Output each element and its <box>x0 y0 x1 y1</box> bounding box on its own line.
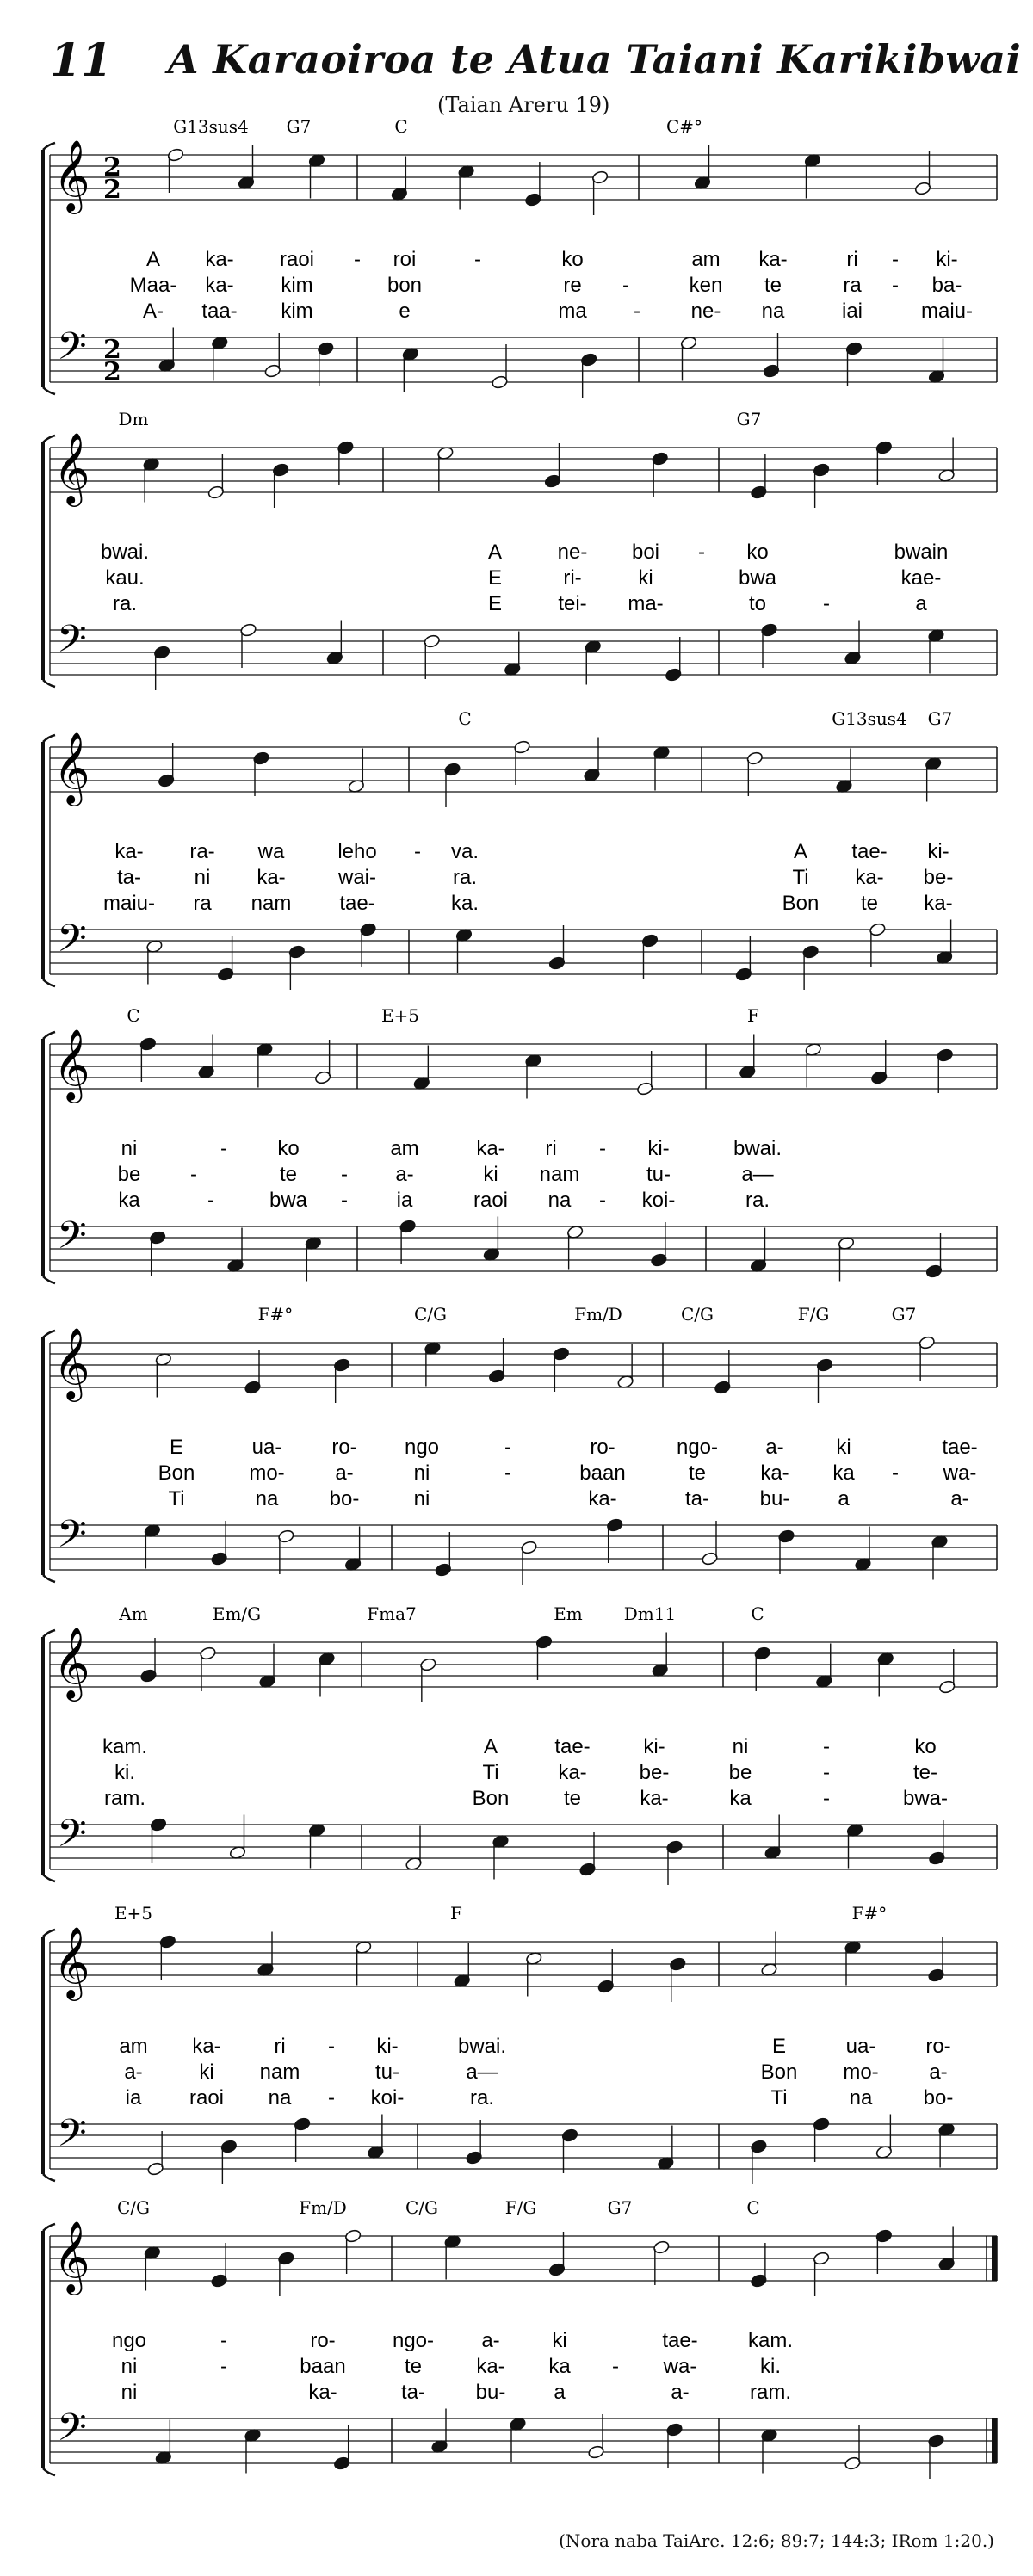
lyric-syllable: bo- <box>329 1487 360 1510</box>
lyric-syllable: boi <box>631 541 660 564</box>
lyric-syllable: kam. <box>747 2329 794 2352</box>
lyric-syllable: koi- <box>641 1189 676 1212</box>
lyric-syllable: na <box>761 300 785 323</box>
system-4 <box>43 1005 997 1283</box>
lyric-syllable: nam <box>539 1163 580 1186</box>
lyric-syllable: re <box>563 274 582 297</box>
lyric-syllable: tae- <box>662 2329 698 2352</box>
lyric-syllable: bwai. <box>457 2035 507 2058</box>
lyric-syllable: - <box>892 274 899 297</box>
lyric-syllable: ra. <box>452 866 478 889</box>
chord-symbol: Dm <box>118 409 149 429</box>
lyric-syllable: ia <box>396 1189 413 1212</box>
lyric-syllable: A <box>793 840 808 863</box>
lyric-syllable: am <box>390 1137 419 1160</box>
lyric-syllable: ngo- <box>676 1436 719 1459</box>
lyric-syllable: ne- <box>557 541 588 564</box>
bass-clef-icon: 𝄢 <box>57 916 87 970</box>
lyric-syllable: ri- <box>563 566 582 590</box>
lyric-syllable: ni <box>413 1487 430 1510</box>
lyric-syllable: bwai. <box>733 1137 782 1160</box>
lyric-syllable: na <box>547 1189 572 1212</box>
hymn-subtitle: (Taian Areru 19) <box>437 93 610 117</box>
lyric-syllable: ka- <box>257 866 286 889</box>
chord-symbol: C <box>458 708 472 729</box>
chord-symbol: C <box>127 1005 140 1026</box>
lyric-syllable: ka- <box>308 2381 337 2404</box>
lyric-syllable: a <box>915 592 927 615</box>
system-1 <box>43 116 997 398</box>
lyric-syllable: mo- <box>843 2060 879 2084</box>
lyric-syllable: a- <box>335 1461 354 1485</box>
lyric-syllable: te- <box>912 1761 938 1784</box>
lyric-syllable: te <box>563 1787 582 1810</box>
lyric-syllable: ram. <box>750 2381 791 2404</box>
chord-symbol: F/G <box>797 1304 830 1325</box>
lyric-syllable: ka- <box>758 248 788 271</box>
lyric-syllable: ri <box>846 248 858 271</box>
lyric-syllable: bu- <box>475 2381 506 2404</box>
lyric-syllable: be- <box>923 866 954 889</box>
lyric-syllable: be- <box>639 1761 670 1784</box>
lyric-syllable: ki <box>638 566 653 590</box>
lyric-syllable: - <box>341 1163 348 1186</box>
lyric-syllable: tae- <box>554 1735 591 1758</box>
lyric-syllable: ka- <box>205 248 234 271</box>
lyric-syllable: ni <box>121 2381 138 2404</box>
lyric-syllable: ma- <box>628 592 664 615</box>
chord-symbol: C <box>394 116 408 137</box>
lyric-syllable: Bon <box>158 1461 195 1485</box>
lyric-syllable: ra. <box>112 592 138 615</box>
bracket-bottom-hook <box>43 1575 55 1582</box>
lyric-syllable: ra <box>193 892 212 915</box>
treble-clef-icon: 𝄞 <box>53 2220 90 2292</box>
lyric-syllable: - <box>504 1461 511 1485</box>
lyric-syllable: ka- <box>114 840 144 863</box>
hymn-number: 11 <box>50 34 113 87</box>
chord-symbol: Em <box>554 1603 583 1624</box>
lyric-syllable: bwa <box>738 566 777 590</box>
time-signature-numerator: 2 <box>103 152 121 182</box>
chord-symbol: G7 <box>891 1304 917 1325</box>
lyric-syllable: nam <box>251 892 292 915</box>
lyric-syllable: ko <box>561 248 584 271</box>
lyric-syllable: tae- <box>851 840 888 863</box>
lyric-syllable: ri <box>274 2035 286 2058</box>
lyric-syllable: ngo <box>111 2329 147 2352</box>
lyric-syllable: - <box>823 592 830 615</box>
lyric-syllable: ka- <box>476 1137 505 1160</box>
lyric-syllable: a- <box>481 2329 500 2352</box>
system-3 <box>43 708 997 990</box>
lyric-syllable: ne- <box>690 300 721 323</box>
lyric-syllable: baan <box>579 1461 626 1485</box>
chord-symbol: G7 <box>607 2197 633 2218</box>
lyric-syllable: te <box>860 892 879 915</box>
lyric-syllable: iai <box>841 300 863 323</box>
lyric-syllable: - <box>328 2035 335 2058</box>
lyric-syllable: ngo <box>404 1436 440 1459</box>
lyric-syllable: E <box>169 1436 184 1459</box>
lyric-syllable: Ti <box>482 1761 499 1784</box>
lyric-syllable: - <box>220 2329 227 2352</box>
lyric-syllable: - <box>414 840 421 863</box>
lyric-syllable: ki <box>483 1163 498 1186</box>
lyric-syllable: ra. <box>469 2086 495 2110</box>
bass-clef-icon: 𝄢 <box>57 2405 87 2459</box>
lyric-syllable: Bon <box>472 1787 510 1810</box>
chord-symbol: C/G <box>680 1304 714 1325</box>
lyric-syllable: ma <box>558 300 587 323</box>
lyric-syllable: bon <box>387 274 423 297</box>
time-signature-numerator: 2 <box>103 335 121 365</box>
lyric-syllable: te <box>279 1163 298 1186</box>
lyric-syllable: wa <box>257 840 285 863</box>
lyric-syllable: ta- <box>400 2381 426 2404</box>
lyric-syllable: - <box>892 1461 899 1485</box>
chord-symbol: Em/G <box>212 1603 262 1624</box>
lyric-syllable: maiu- <box>102 892 156 915</box>
lyric-syllable: am <box>119 2035 148 2058</box>
lyric-syllable: - <box>622 274 629 297</box>
lyric-syllable: a- <box>765 1436 784 1459</box>
lyric-syllable: na <box>255 1487 279 1510</box>
lyric-syllable: mo- <box>249 1461 285 1485</box>
lyric-syllable: ka <box>548 2355 571 2378</box>
lyric-syllable: na <box>268 2086 292 2110</box>
lyric-syllable: ka <box>832 1461 855 1485</box>
lyric-syllable: ki- <box>936 248 958 271</box>
lyric-syllable: baan <box>300 2355 346 2378</box>
lyric-syllable: ta- <box>684 1487 710 1510</box>
lyric-syllable: maiu- <box>920 300 974 323</box>
chord-symbol: Am <box>119 1603 148 1624</box>
lyric-syllable: a <box>554 2381 566 2404</box>
lyric-syllable: A- <box>143 300 164 323</box>
chord-symbol: F <box>450 1903 462 1924</box>
lyric-syllable: ua- <box>251 1436 282 1459</box>
treble-clef-icon: 𝄞 <box>53 1925 90 1998</box>
treble-clef-icon: 𝄞 <box>53 1028 90 1100</box>
bracket-bottom-hook <box>43 387 55 394</box>
chord-symbol: G13sus4 <box>173 116 249 137</box>
chord-symbol: C#° <box>665 116 703 137</box>
lyric-syllable: ki- <box>376 2035 399 2058</box>
lyric-syllable: E <box>771 2035 787 2058</box>
lyric-syllable: roi <box>393 248 417 271</box>
lyric-syllable: Ti <box>770 2086 788 2110</box>
lyric-syllable: ka- <box>855 866 884 889</box>
chord-symbol: Fm/D <box>574 1304 622 1325</box>
lyric-syllable: tae- <box>339 892 375 915</box>
lyric-syllable: ni <box>194 866 211 889</box>
lyric-syllable: va. <box>450 840 479 863</box>
lyric-syllable: ba- <box>931 274 962 297</box>
chord-symbol: F/G <box>504 2197 537 2218</box>
lyric-syllable: ka- <box>924 892 953 915</box>
lyric-syllable: - <box>341 1189 348 1212</box>
lyric-syllable: - <box>207 1189 214 1212</box>
lyric-syllable: to <box>748 592 767 615</box>
lyric-syllable: ram. <box>104 1787 145 1810</box>
lyric-syllable: kau. <box>105 566 145 590</box>
lyric-syllable: ro- <box>590 1436 615 1459</box>
lyric-syllable: ni <box>732 1735 749 1758</box>
lyric-syllable: ka <box>729 1787 752 1810</box>
lyric-syllable: raoi <box>189 2086 225 2110</box>
chord-symbol: G7 <box>927 708 953 729</box>
chord-symbol: Dm11 <box>623 1603 677 1624</box>
lyric-syllable: ki <box>836 1436 851 1459</box>
lyric-syllable: - <box>612 2355 619 2378</box>
lyric-syllable: be <box>728 1761 752 1784</box>
lyric-syllable: ka- <box>205 274 234 297</box>
lyric-syllable: na <box>849 2086 873 2110</box>
bracket-bottom-hook <box>43 2468 55 2475</box>
time-signature-denominator: 2 <box>103 175 121 205</box>
lyric-syllable: - <box>504 1436 511 1459</box>
lyric-syllable: ko <box>277 1137 300 1160</box>
lyric-syllable: leho <box>337 840 377 863</box>
lyric-syllable: - <box>190 1163 197 1186</box>
lyric-syllable: ta- <box>116 866 142 889</box>
chord-symbol: C <box>746 2197 760 2218</box>
bracket-bottom-hook <box>43 1875 55 1881</box>
lyric-syllable: bwa <box>269 1189 308 1212</box>
chord-symbol: G7 <box>286 116 312 137</box>
lyric-syllable: ka- <box>476 2355 505 2378</box>
lyric-syllable: ki <box>552 2329 567 2352</box>
lyric-syllable: ka. <box>450 892 479 915</box>
lyric-syllable: - <box>823 1787 830 1810</box>
lyric-syllable: E <box>487 592 503 615</box>
lyric-syllable: - <box>474 248 481 271</box>
lyric-syllable: E <box>487 566 503 590</box>
hymn-title: A Karaoiroa te Atua Taiani Karikibwai <box>168 36 1022 83</box>
lyric-syllable: a <box>838 1487 850 1510</box>
lyric-syllable: tu- <box>646 1163 671 1186</box>
lyric-syllable: ka- <box>588 1487 617 1510</box>
lyric-syllable: ra. <box>745 1189 770 1212</box>
lyric-syllable: A <box>145 248 161 271</box>
chord-symbol: F#° <box>257 1304 294 1325</box>
lyric-syllable: ki- <box>643 1735 665 1758</box>
lyric-syllable: ka- <box>192 2035 221 2058</box>
bracket-bottom-hook <box>43 979 55 986</box>
lyric-syllable: ro- <box>331 1436 357 1459</box>
lyric-syllable: a- <box>671 2381 690 2404</box>
lyric-syllable: - <box>220 2355 227 2378</box>
final-barline <box>992 2236 997 2281</box>
lyric-syllable: ka- <box>640 1787 669 1810</box>
chord-symbol: C <box>751 1603 764 1624</box>
lyric-syllable: bwa- <box>902 1787 949 1810</box>
lyric-syllable: ki. <box>760 2355 781 2378</box>
chord-symbol: Fma7 <box>367 1603 417 1624</box>
lyric-syllable: am <box>691 248 721 271</box>
lyric-syllable: ki <box>199 2060 214 2084</box>
chord-symbol: G7 <box>736 409 762 429</box>
lyric-syllable: a- <box>950 1487 969 1510</box>
lyric-syllable: Ti <box>168 1487 185 1510</box>
lyric-syllable: ni <box>121 1137 138 1160</box>
lyric-syllable: Bon <box>760 2060 798 2084</box>
lyric-syllable: ki- <box>927 840 949 863</box>
lyric-syllable: wa- <box>663 2355 697 2378</box>
lyric-syllable: ka- <box>558 1761 587 1784</box>
lyric-syllable: kim <box>281 300 313 323</box>
treble-clef-icon: 𝄞 <box>53 731 90 803</box>
lyric-syllable: Maa- <box>129 274 177 297</box>
lyric-syllable: kae- <box>900 566 942 590</box>
lyric-syllable: - <box>892 248 899 271</box>
lyric-syllable: e <box>399 300 411 323</box>
lyric-syllable: te <box>688 1461 707 1485</box>
bracket-bottom-hook <box>43 2174 55 2181</box>
lyric-syllable: bo- <box>923 2086 954 2110</box>
lyric-syllable: - <box>354 248 361 271</box>
lyric-syllable: ki- <box>647 1137 670 1160</box>
lyric-syllable: raoi <box>473 1189 509 1212</box>
lyric-syllable: ko <box>746 541 769 564</box>
chord-symbol: C/G <box>405 2197 439 2218</box>
lyric-syllable: a— <box>741 1163 774 1186</box>
final-barline <box>992 2418 997 2463</box>
lyric-syllable: ia <box>125 2086 142 2110</box>
lyric-syllable: - <box>328 2086 335 2110</box>
lyric-syllable: tu- <box>374 2060 400 2084</box>
lyric-syllable: bwai. <box>100 541 150 564</box>
lyric-syllable: - <box>220 1137 227 1160</box>
bass-clef-icon: 𝄢 <box>57 616 87 670</box>
lyric-syllable: ra <box>843 274 862 297</box>
system-2 <box>43 409 997 690</box>
lyric-syllable: ra- <box>189 840 215 863</box>
lyric-syllable: - <box>698 541 705 564</box>
lyric-syllable: ua- <box>845 2035 876 2058</box>
scripture-references: (Nora naba TaiAre. 12:6; 89:7; 144:3; IRom 1:20.) <box>559 2530 994 2551</box>
lyric-syllable: tae- <box>942 1436 978 1459</box>
lyric-syllable: a- <box>929 2060 948 2084</box>
lyric-syllable: taa- <box>201 300 238 323</box>
lyric-syllable: ni <box>121 2355 138 2378</box>
lyric-syllable: ko <box>914 1735 937 1758</box>
lyric-syllable: - <box>599 1189 606 1212</box>
bracket-bottom-hook <box>43 680 55 687</box>
lyric-syllable: ri <box>545 1137 557 1160</box>
lyric-syllable: kim <box>281 274 313 297</box>
lyric-syllable: wa- <box>943 1461 977 1485</box>
chord-symbol: F <box>747 1005 759 1026</box>
treble-clef-icon: 𝄞 <box>53 431 90 503</box>
lyric-syllable: - <box>634 300 640 323</box>
lyric-syllable: a— <box>466 2060 498 2084</box>
lyric-syllable: ni <box>413 1461 430 1485</box>
lyric-syllable: Ti <box>792 866 809 889</box>
time-signature-denominator: 2 <box>103 357 121 387</box>
lyric-syllable: a- <box>124 2060 143 2084</box>
lyric-syllable: wai- <box>337 866 377 889</box>
lyric-syllable: raoi <box>279 248 315 271</box>
chord-symbol: G13sus4 <box>832 708 907 729</box>
lyric-syllable: Bon <box>782 892 820 915</box>
lyric-syllable: ki. <box>114 1761 135 1784</box>
lyric-syllable: tei- <box>558 592 587 615</box>
lyric-syllable: a- <box>395 1163 414 1186</box>
bass-clef-icon: 𝄢 <box>57 1511 87 1566</box>
lyric-syllable: koi- <box>370 2086 405 2110</box>
lyric-syllable: - <box>599 1137 606 1160</box>
bass-clef-icon: 𝄢 <box>57 324 87 378</box>
lyric-syllable: nam <box>259 2060 300 2084</box>
chord-symbol: E+5 <box>114 1903 153 1924</box>
treble-clef-icon: 𝄞 <box>53 1326 90 1399</box>
lyric-syllable: bwain <box>894 541 949 564</box>
system-7 <box>43 1903 997 2184</box>
lyric-syllable: te <box>404 2355 423 2378</box>
lyric-syllable: be <box>117 1163 141 1186</box>
lyric-syllable: - <box>823 1761 830 1784</box>
chord-symbol: F#° <box>851 1903 888 1924</box>
bass-clef-icon: 𝄢 <box>57 1811 87 1865</box>
bass-clef-icon: 𝄢 <box>57 2110 87 2165</box>
bracket-bottom-hook <box>43 1276 55 1283</box>
lyric-syllable: ka- <box>760 1461 789 1485</box>
lyric-syllable: A <box>487 541 503 564</box>
lyric-syllable: ro- <box>925 2035 951 2058</box>
chord-symbol: E+5 <box>380 1005 420 1026</box>
lyric-syllable: ka <box>118 1189 140 1212</box>
bass-clef-icon: 𝄢 <box>57 1213 87 1267</box>
system-6 <box>43 1603 997 1885</box>
lyric-syllable: te <box>764 274 782 297</box>
treble-clef-icon: 𝄞 <box>53 139 90 211</box>
lyric-syllable: bu- <box>759 1487 790 1510</box>
lyric-syllable: ro- <box>310 2329 336 2352</box>
lyric-syllable: A <box>483 1735 498 1758</box>
lyric-syllable: ngo- <box>392 2329 435 2352</box>
chord-symbol: C/G <box>116 2197 151 2218</box>
lyric-syllable: kam. <box>102 1735 148 1758</box>
chord-symbol: Fm/D <box>299 2197 347 2218</box>
lyric-syllable: - <box>823 1735 830 1758</box>
system-5 <box>43 1304 997 1585</box>
lyric-syllable: ken <box>689 274 723 297</box>
treble-clef-icon: 𝄞 <box>53 1626 90 1698</box>
chord-symbol: C/G <box>413 1304 448 1325</box>
system-8 <box>43 2197 997 2479</box>
